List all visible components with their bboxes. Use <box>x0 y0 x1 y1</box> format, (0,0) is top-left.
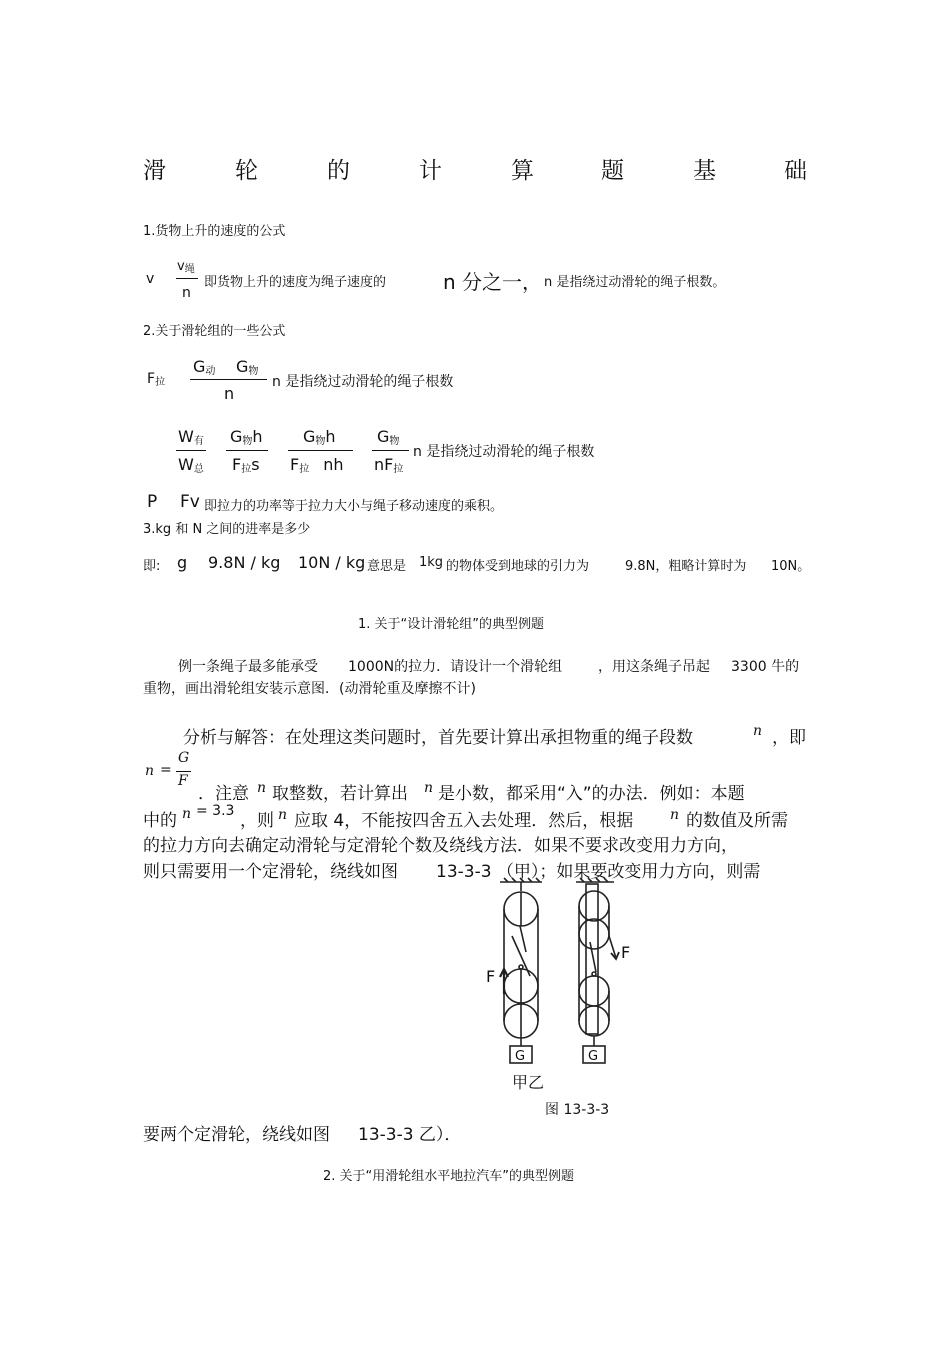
answer-var-n: n <box>278 807 288 823</box>
fraction-bar <box>176 450 206 451</box>
fixed-pulley-b2 <box>579 919 609 949</box>
answer-var-n: n <box>145 763 155 779</box>
fixed-pulley-b1 <box>579 891 609 921</box>
velocity-text-2: n 分之一， <box>443 270 543 294</box>
answer-text: ，则 <box>240 811 274 831</box>
eff-f3-den: F拉 nh <box>290 455 344 475</box>
answer-var-n: n <box>670 807 680 823</box>
title-char: 的 <box>327 158 350 184</box>
force-note: n 是指绕过动滑轮的绳子根数 <box>272 374 454 390</box>
gravity-text-3: 9.8N，粗略计算时为 <box>625 559 747 574</box>
question-text: ，用这条绳子吊起 <box>598 659 710 675</box>
fraction-bar <box>372 450 409 451</box>
answer-text: 中的 <box>143 811 177 831</box>
answer-text: 要两个定滑轮，绕线如图 <box>143 1125 330 1145</box>
answer-eq: = 3.3 <box>196 803 235 819</box>
velocity-text-3: n 是指绕过动滑轮的绳子根数。 <box>544 275 726 290</box>
figure-label-f1: F <box>486 967 496 986</box>
title-char: 础 <box>784 158 807 184</box>
answer-text: 是小数，都采用“入”的办法．例如：本题 <box>438 784 745 804</box>
answer-text: 13-3-3 （甲）；如果要改变用力方向，则需 <box>436 862 761 882</box>
example-1-heading: 1. 关于“设计滑轮组”的典型例题 <box>358 617 545 632</box>
question-text: 重物，画出滑轮组安装示意图．(动滑轮重及摩擦不计) <box>143 681 476 697</box>
movable-pulley-b2 <box>579 1006 609 1036</box>
g-value-1: 9.8N / kg <box>208 553 281 572</box>
gravity-text-4: 10N。 <box>771 559 811 574</box>
eff-f2-den: F拉s <box>232 455 260 475</box>
title-char: 基 <box>693 158 716 184</box>
answer-var-f: F <box>178 773 188 789</box>
answer-text: 取整数，若计算出 <box>272 784 408 804</box>
answer-var-n: n <box>257 780 267 796</box>
formula-g: g <box>177 553 188 572</box>
eff-f2-num: G物h <box>230 427 263 447</box>
example-2-heading: 2. 关于“用滑轮组水平地拉汽车”的典型例题 <box>323 1169 575 1184</box>
velocity-text-1: 即货物上升的速度为绳子速度的 <box>204 275 387 290</box>
formula-f: F拉 <box>147 371 166 388</box>
answer-text: 的拉力方向去确定动滑轮与定滑轮个数及绕线方法．如果不要求改变用力方向， <box>143 836 738 856</box>
title-char: 算 <box>511 158 534 184</box>
answer-text: ．注意 <box>198 784 249 804</box>
fraction-bar <box>176 278 198 279</box>
question-text: 例一条绳子最多能承受 <box>178 659 318 675</box>
ji-label: 即: <box>143 559 161 574</box>
g-value-2: 10N / kg <box>298 553 366 572</box>
figure-label-g1: G <box>515 1049 526 1064</box>
answer-var-n: n <box>753 723 763 739</box>
answer-eq: = <box>160 762 172 778</box>
answer-text: ，即 <box>772 728 806 748</box>
fraction-bar <box>226 450 268 451</box>
fraction-bar <box>190 379 267 380</box>
fraction-bar <box>288 450 353 451</box>
question-text: 1000N的拉力．请设计一个滑轮组 <box>348 659 563 675</box>
figure-label-f2: F <box>621 943 631 962</box>
power-text: 即拉力的功率等于拉力大小与绳子移动速度的乘积。 <box>204 499 504 514</box>
title-char: 滑 <box>143 158 166 184</box>
formula-p: P <box>147 492 158 512</box>
section-3-heading: 3.kg 和 N 之间的进率是多少 <box>143 522 311 537</box>
title-char: 计 <box>419 158 442 184</box>
answer-var-n: n <box>182 806 192 822</box>
answer-var-g: G <box>178 750 190 766</box>
answer-text: 应取 4，不能按四舍五入去处理．然后，根据 <box>294 811 634 831</box>
gravity-text-1: 意思是 <box>367 559 407 574</box>
answer-var-n: n <box>424 780 434 796</box>
eff-w-num: W有 <box>178 427 204 447</box>
formula-fv: Fv <box>180 492 200 512</box>
answer-text: 的数值及所需 <box>686 811 788 831</box>
figure-label-g2: G <box>588 1049 599 1064</box>
gravity-text-2: 的物体受到地球的引力为 <box>446 559 590 574</box>
efficiency-note: n 是指绕过动滑轮的绳子根数 <box>413 444 595 460</box>
formula-den: n <box>182 285 191 301</box>
title-char: 题 <box>601 158 624 184</box>
section-2-heading: 2.关于滑轮组的一些公式 <box>143 324 286 339</box>
title-char: 轮 <box>235 158 258 184</box>
eff-f4-den: nF拉 <box>374 455 404 475</box>
figure-caption: 图 13-3-3 <box>545 1102 610 1118</box>
gravity-kg: 1kg <box>419 555 444 570</box>
pulley-figure <box>486 876 640 1096</box>
answer-text: 分析与解答：在处理这类问题时，首先要计算出承担物重的绳子段数 <box>183 728 693 748</box>
eff-w-den: W总 <box>178 455 204 475</box>
formula-v: v <box>146 271 155 287</box>
answer-text: 则只需要用一个定滑轮，绕线如图 <box>143 862 398 882</box>
fraction-bar <box>176 771 191 772</box>
question-text: 3300 牛的 <box>731 659 800 675</box>
section-1-heading: 1.货物上升的速度的公式 <box>143 224 286 239</box>
formula-den: n <box>224 384 235 403</box>
formula-g-wu: G物 <box>236 357 259 377</box>
formula-g-dong: G动 <box>193 357 216 377</box>
formula-num: v绳 <box>177 259 195 275</box>
answer-text: 13-3-3 乙）． <box>358 1125 462 1145</box>
eff-f3-num: G物h <box>303 427 336 447</box>
movable-pulley-b1 <box>579 976 609 1006</box>
eff-f4-num: G物 <box>377 427 400 447</box>
figure-label-jiayi: 甲乙 <box>512 1073 545 1092</box>
